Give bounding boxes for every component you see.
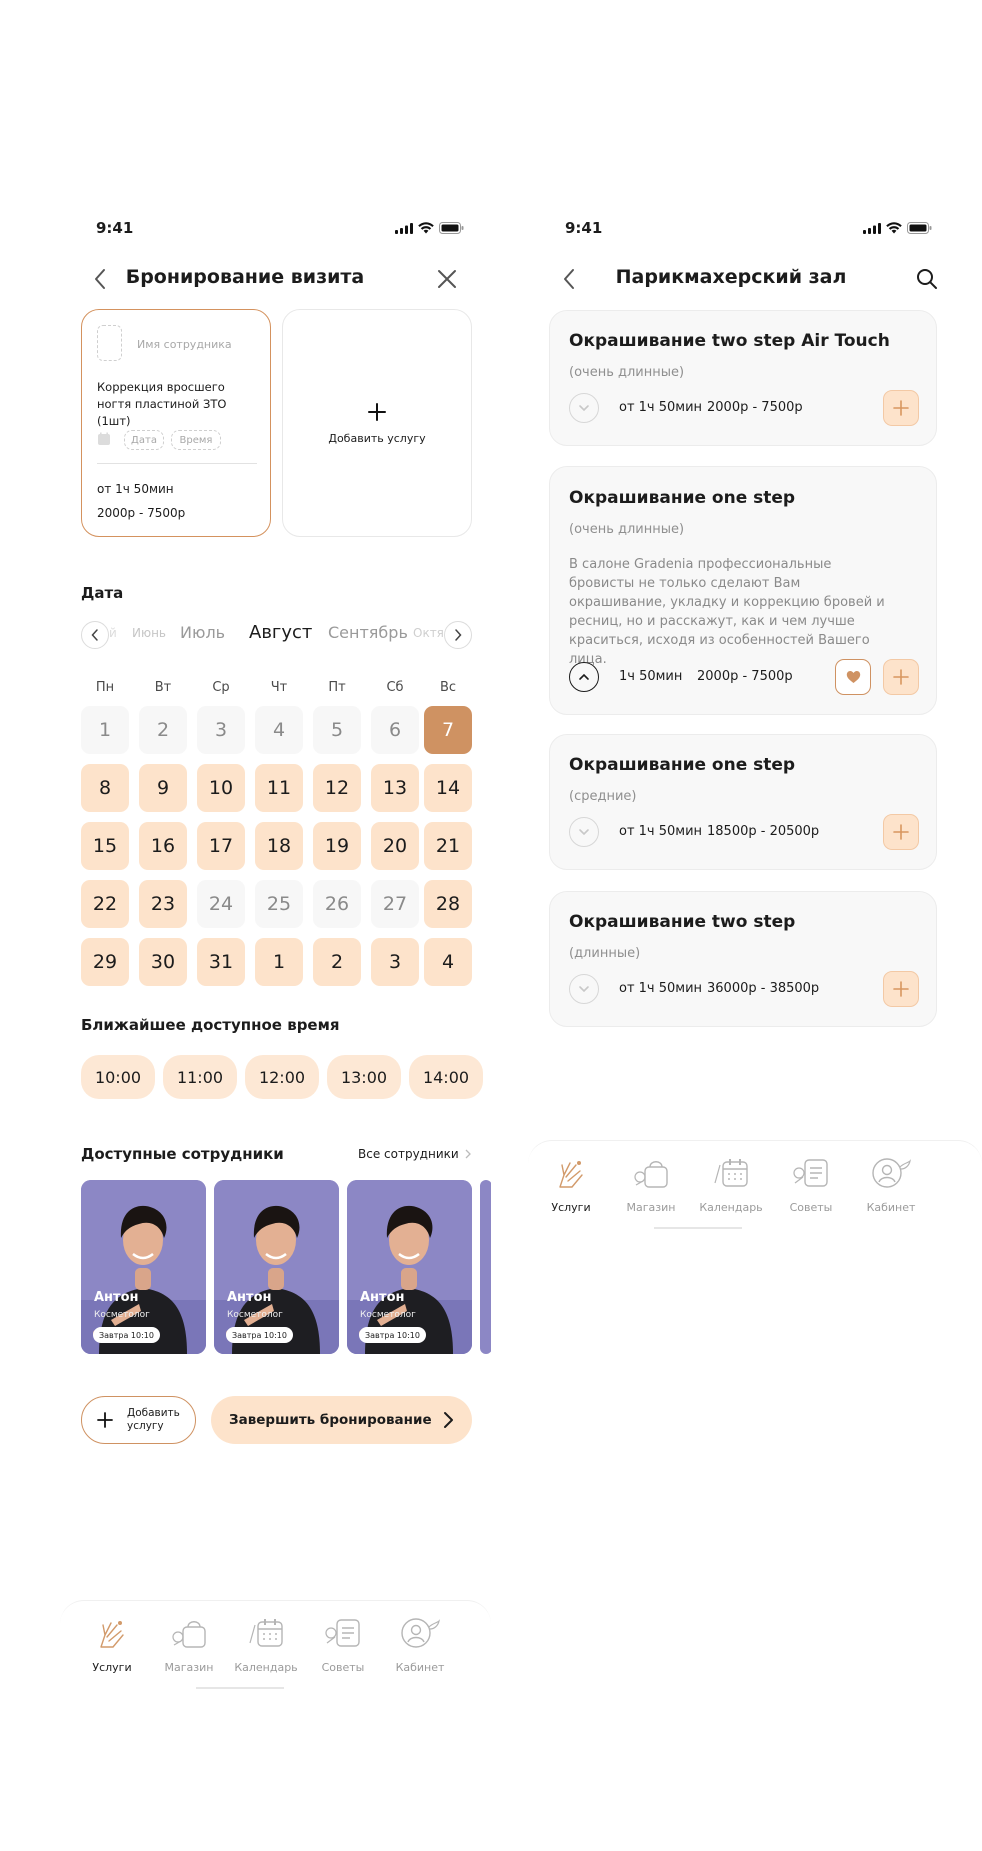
close-icon	[436, 268, 458, 290]
finish-booking-label: Завершить бронирование	[229, 1412, 432, 1428]
calendar-day-available[interactable]: 28	[424, 880, 472, 928]
staff-role: Косметолог	[227, 1310, 283, 1320]
wifi-icon	[418, 222, 434, 234]
profile-icon	[870, 1157, 912, 1193]
prev-month-button[interactable]	[81, 621, 109, 649]
battery-icon	[439, 222, 464, 234]
calendar-day-available[interactable]: 12	[313, 764, 361, 812]
staff-availability-badge: Завтра 10:10	[226, 1327, 293, 1343]
tab-services-hand[interactable]	[536, 1157, 606, 1214]
time-slots	[81, 1055, 491, 1101]
weekday-label: Вс	[439, 680, 457, 695]
plus-icon	[893, 824, 909, 840]
time-slot[interactable]: 12:00	[245, 1055, 319, 1099]
tab-shop-bag[interactable]	[154, 1617, 224, 1674]
plus-icon	[97, 1412, 113, 1428]
weekday-label: Пн	[95, 680, 115, 695]
page-title: Бронирование визита	[125, 266, 365, 288]
staff-carousel	[81, 1180, 491, 1356]
calendar-day-available[interactable]: 18	[255, 822, 303, 870]
tab-services-hand[interactable]	[77, 1617, 147, 1674]
tab-label: Магазин	[626, 1201, 676, 1214]
service-duration: от 1ч 50мин	[619, 400, 703, 415]
add-service-button[interactable]	[81, 1396, 196, 1444]
bottom-tab-bar	[60, 1600, 491, 1700]
back-button[interactable]	[85, 264, 115, 294]
tab-profile[interactable]	[385, 1617, 455, 1674]
all-staff-label: Все сотрудники	[358, 1147, 459, 1161]
staff-name: Антон	[94, 1290, 139, 1305]
service-name: Коррекция вросшего ногтя пластиной ЗТО (1шт)	[97, 380, 227, 428]
tab-label: Советы	[789, 1201, 833, 1214]
salon-services-screen	[491, 0, 982, 1851]
month-item[interactable]: Июнь	[132, 626, 166, 640]
expand-button[interactable]	[569, 974, 599, 1004]
chevron-down-icon	[578, 985, 590, 993]
calendar-day-available[interactable]: 4	[424, 938, 472, 986]
calendar-icon	[711, 1157, 751, 1193]
service-title: Окрашивание one step	[569, 488, 796, 508]
favorite-button[interactable]	[835, 659, 871, 695]
profile-icon	[399, 1617, 441, 1653]
tips-icon	[323, 1617, 363, 1653]
month-item-selected[interactable]: Август	[249, 622, 313, 643]
calendar-day-available[interactable]: 21	[424, 822, 472, 870]
calendar-day-available[interactable]: 8	[81, 764, 129, 812]
service-duration: от 1ч 50мин	[97, 482, 174, 496]
services-hand-icon	[95, 1617, 129, 1653]
calendar-day-unavailable[interactable]: 3	[197, 706, 245, 754]
tab-label: Магазин	[164, 1661, 214, 1674]
calendar-day-available[interactable]: 20	[371, 822, 419, 870]
calendar-day-available[interactable]: 22	[81, 880, 129, 928]
expand-button[interactable]	[569, 817, 599, 847]
status-time: 9:41	[96, 219, 134, 237]
service-length: (средние)	[569, 789, 637, 804]
finish-booking-button[interactable]	[211, 1396, 472, 1444]
calendar-day-selected[interactable]: 7	[424, 706, 472, 754]
weekday-label: Пт	[328, 680, 346, 695]
bottom-tab-bar	[528, 1140, 982, 1240]
tab-label: Кабинет	[866, 1201, 916, 1214]
month-carousel	[81, 618, 472, 652]
calendar-day-available[interactable]: 13	[371, 764, 419, 812]
calendar-day-available[interactable]: 3	[371, 938, 419, 986]
signal-icon	[863, 223, 881, 234]
tab-tips[interactable]	[308, 1617, 378, 1674]
tab-label: Кабинет	[395, 1661, 445, 1674]
service-item-expanded[interactable]	[549, 466, 937, 715]
plus-icon	[893, 400, 909, 416]
divider	[97, 463, 257, 464]
chevron-left-icon	[562, 268, 576, 290]
tab-indicator	[654, 1227, 742, 1229]
calendar-day-available[interactable]: 16	[139, 822, 187, 870]
staff-card[interactable]	[347, 1180, 472, 1354]
search-button[interactable]	[912, 264, 942, 294]
chevron-left-icon	[91, 629, 99, 641]
page-title: Парикмахерский зал	[615, 266, 847, 288]
tab-label: Календарь	[234, 1661, 298, 1674]
calendar-day-unavailable[interactable]: 4	[255, 706, 303, 754]
battery-icon	[907, 222, 932, 234]
service-price: 2000р - 7500р	[697, 669, 793, 684]
service-item[interactable]	[549, 734, 937, 870]
weekday-label: Вт	[154, 680, 172, 695]
calendar-day-available[interactable]: 31	[197, 938, 245, 986]
service-length: (длинные)	[569, 946, 641, 961]
staff-section-title: Доступные сотрудники	[81, 1145, 284, 1163]
calendar-day-unavailable[interactable]: 2	[139, 706, 187, 754]
status-icons	[863, 222, 932, 234]
chevron-down-icon	[578, 828, 590, 836]
staff-card[interactable]	[81, 1180, 206, 1354]
calendar-day-available[interactable]: 14	[424, 764, 472, 812]
time-placeholder[interactable]: Время	[171, 430, 221, 450]
service-item[interactable]	[549, 891, 937, 1027]
add-service-card[interactable]	[282, 309, 472, 537]
tab-calendar[interactable]	[696, 1157, 766, 1214]
calendar-day-available[interactable]: 15	[81, 822, 129, 870]
month-item[interactable]: Октя	[413, 626, 444, 640]
service-price: 2000р - 7500р	[707, 400, 803, 415]
service-duration: от 1ч 50мин	[619, 981, 703, 996]
calendar-day-available[interactable]: 17	[197, 822, 245, 870]
status-time: 9:41	[565, 219, 603, 237]
chevron-right-icon	[443, 1411, 454, 1429]
wifi-icon	[886, 222, 902, 234]
date-placeholder[interactable]: Дата	[124, 430, 164, 450]
shop-bag-icon	[631, 1157, 671, 1193]
search-icon	[916, 268, 938, 290]
add-to-booking-button[interactable]	[883, 971, 919, 1007]
calendar-day-available[interactable]: 23	[139, 880, 187, 928]
service-price: 36000р - 38500р	[707, 981, 820, 996]
month-item[interactable]: й	[109, 626, 117, 640]
calendar-day-unavailable[interactable]: 1	[81, 706, 129, 754]
service-item[interactable]	[549, 310, 937, 446]
weekday-label: Чт	[270, 680, 288, 695]
service-title: Окрашивание one step	[569, 755, 796, 775]
service-description: В салоне Gradenia профессиональные бровисты не только сделают Вам окрашивание, укладку и коррекцию бровей и ресниц, но и расскажут, как и чем лучше краситься, исходя из особенностей Вашего лица.	[569, 557, 885, 667]
signal-icon	[395, 223, 413, 234]
calendar-day-available[interactable]: 1	[255, 938, 303, 986]
calendar-day-available[interactable]: 30	[139, 938, 187, 986]
calendar-day-unavailable[interactable]: 27	[371, 880, 419, 928]
all-staff-link[interactable]	[358, 1147, 471, 1161]
tab-profile[interactable]	[856, 1157, 926, 1214]
plus-icon	[893, 981, 909, 997]
calendar-day-unavailable[interactable]: 26	[313, 880, 361, 928]
tab-label: Услуги	[92, 1661, 132, 1674]
chevron-left-icon	[93, 268, 107, 290]
service-title: Окрашивание two step	[569, 912, 796, 932]
calendar-day-available[interactable]: 29	[81, 938, 129, 986]
expand-button[interactable]	[569, 393, 599, 423]
tab-indicator	[196, 1687, 284, 1689]
calendar-day-unavailable[interactable]: 5	[313, 706, 361, 754]
shop-bag-icon	[169, 1617, 209, 1653]
tab-label: Услуги	[551, 1201, 591, 1214]
tips-icon	[791, 1157, 831, 1193]
time-slot[interactable]: 13:00	[327, 1055, 401, 1099]
date-section-title: Дата	[81, 584, 124, 602]
calendar-day-available[interactable]: 2	[313, 938, 361, 986]
status-icons	[395, 222, 464, 234]
tab-label: Календарь	[699, 1201, 763, 1214]
staff-card[interactable]	[214, 1180, 339, 1354]
service-price: 18500р - 20500р	[707, 824, 820, 839]
staff-availability-badge: Завтра 10:10	[93, 1327, 160, 1343]
tab-label: Советы	[321, 1661, 365, 1674]
calendar-day-available[interactable]: 9	[139, 764, 187, 812]
service-price: 2000р - 7500р	[97, 506, 186, 520]
plus-icon	[367, 402, 387, 422]
add-to-booking-button[interactable]	[883, 659, 919, 695]
calendar-day-unavailable[interactable]: 6	[371, 706, 419, 754]
service-duration: от 1ч 50мин	[619, 824, 703, 839]
staff-role: Косметолог	[360, 1310, 416, 1320]
heart-icon	[846, 670, 861, 684]
add-service-button-label: Добавить услугу	[127, 1407, 180, 1432]
service-length: (очень длинные)	[569, 365, 685, 380]
staff-name-placeholder: Имя сотрудника	[137, 338, 232, 351]
add-service-label: Добавить услугу	[328, 431, 426, 445]
collapse-button[interactable]	[569, 662, 599, 692]
calendar-day-unavailable[interactable]: 25	[255, 880, 303, 928]
plus-icon	[893, 669, 909, 685]
calendar-day-available[interactable]: 10	[197, 764, 245, 812]
weekday-label: Ср	[212, 680, 230, 695]
staff-photo-placeholder	[97, 325, 122, 361]
back-button[interactable]	[554, 264, 584, 294]
service-title: Окрашивание two step Air Touch	[569, 331, 890, 351]
calendar-day-available[interactable]: 11	[255, 764, 303, 812]
services-hand-icon	[554, 1157, 588, 1193]
calendar-icon	[246, 1617, 286, 1653]
month-item[interactable]: Июль	[180, 623, 226, 642]
chevron-down-icon	[578, 404, 590, 412]
close-button[interactable]	[432, 264, 462, 294]
tab-shop-bag[interactable]	[616, 1157, 686, 1214]
next-month-button[interactable]	[444, 621, 472, 649]
weekday-label: Сб	[386, 680, 404, 695]
staff-name: Антон	[360, 1290, 405, 1305]
month-item[interactable]: Сентябрь	[328, 623, 408, 642]
tab-tips[interactable]	[776, 1157, 846, 1214]
calendar-grid	[81, 668, 472, 978]
staff-name: Антон	[227, 1290, 272, 1305]
nearest-time-title: Ближайшее доступное время	[81, 1016, 340, 1034]
service-length: (очень длинные)	[569, 522, 685, 537]
calendar-day-available[interactable]: 19	[313, 822, 361, 870]
time-slot[interactable]: 10:00	[81, 1055, 155, 1099]
staff-card-partial[interactable]	[480, 1180, 491, 1354]
staff-role: Косметолог	[94, 1310, 150, 1320]
time-slot[interactable]: 11:00	[163, 1055, 237, 1099]
staff-availability-badge: Завтра 10:10	[359, 1327, 426, 1343]
add-to-booking-button[interactable]	[883, 390, 919, 426]
chevron-right-icon	[465, 1149, 471, 1159]
chevron-right-icon	[454, 629, 462, 641]
add-to-booking-button[interactable]	[883, 814, 919, 850]
selected-service-card[interactable]	[81, 309, 271, 537]
tab-calendar[interactable]	[231, 1617, 301, 1674]
chevron-up-icon	[578, 673, 590, 681]
time-slot[interactable]: 14:00	[409, 1055, 483, 1099]
service-duration: 1ч 50мин	[619, 669, 683, 684]
calendar-small-icon	[97, 432, 111, 446]
calendar-day-unavailable[interactable]: 24	[197, 880, 245, 928]
